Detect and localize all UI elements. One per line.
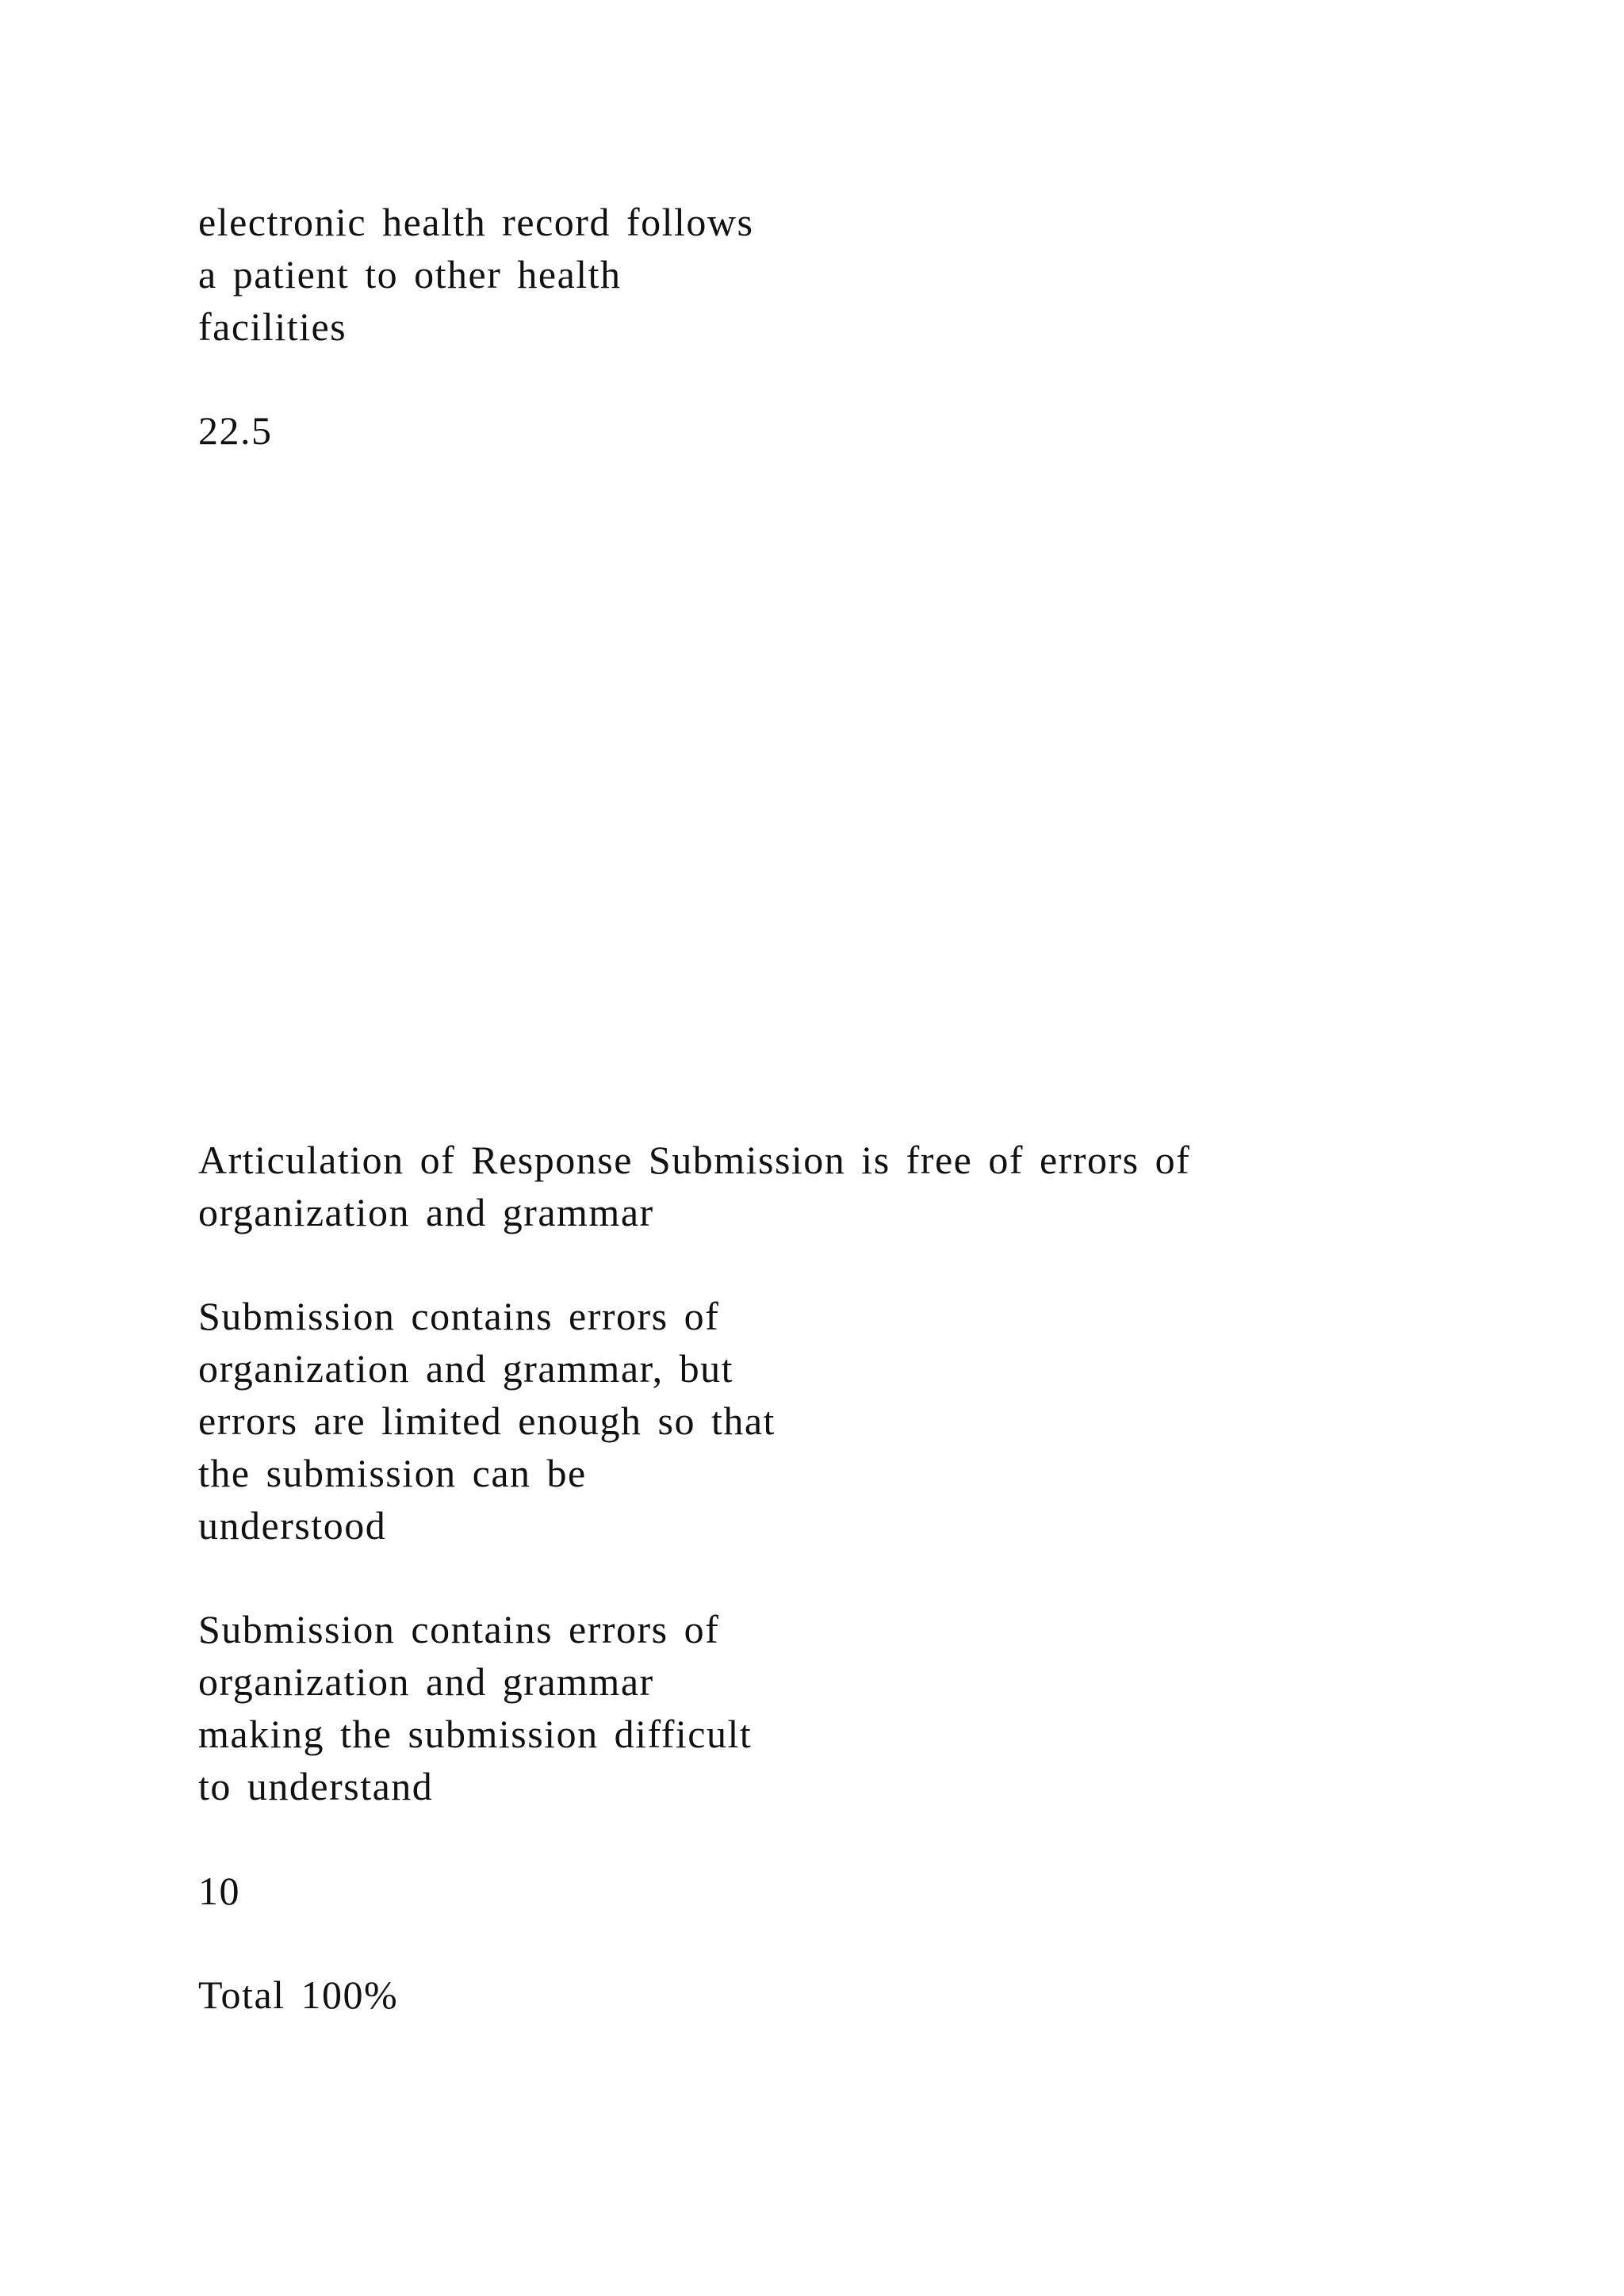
text-line: understood <box>198 1503 387 1548</box>
total-score <box>198 1969 398 2021</box>
articulation-proficient-text <box>198 1290 776 1552</box>
articulation-developing-text <box>198 1603 752 1812</box>
text-line: making the submission difficult <box>198 1712 753 1756</box>
text-line: organization and grammar <box>198 1190 654 1234</box>
text-line: facilities <box>198 304 347 349</box>
text-line: 10 <box>198 1869 240 1913</box>
text-line: Submission contains errors of <box>198 1294 720 1338</box>
text-line: Articulation of Response Submission is free of errors of <box>198 1138 1191 1182</box>
articulation-criterion-text <box>198 1134 1190 1238</box>
points-value <box>198 404 273 457</box>
text-line: to understand <box>198 1764 434 1808</box>
text-line: organization and grammar, but <box>198 1346 734 1391</box>
text-line: electronic health record follows <box>198 200 754 244</box>
ehr-description-text <box>198 196 753 353</box>
text-line: 22.5 <box>198 408 273 453</box>
text-line: a patient to other health <box>198 252 622 297</box>
text-line: Total 100% <box>198 1973 399 2017</box>
text-line: errors are limited enough so that <box>198 1399 776 1443</box>
text-line: organization and grammar <box>198 1659 654 1704</box>
text-line: the submission can be <box>198 1451 587 1495</box>
text-line: Submission contains errors of <box>198 1607 720 1651</box>
points-value <box>198 1865 240 1917</box>
